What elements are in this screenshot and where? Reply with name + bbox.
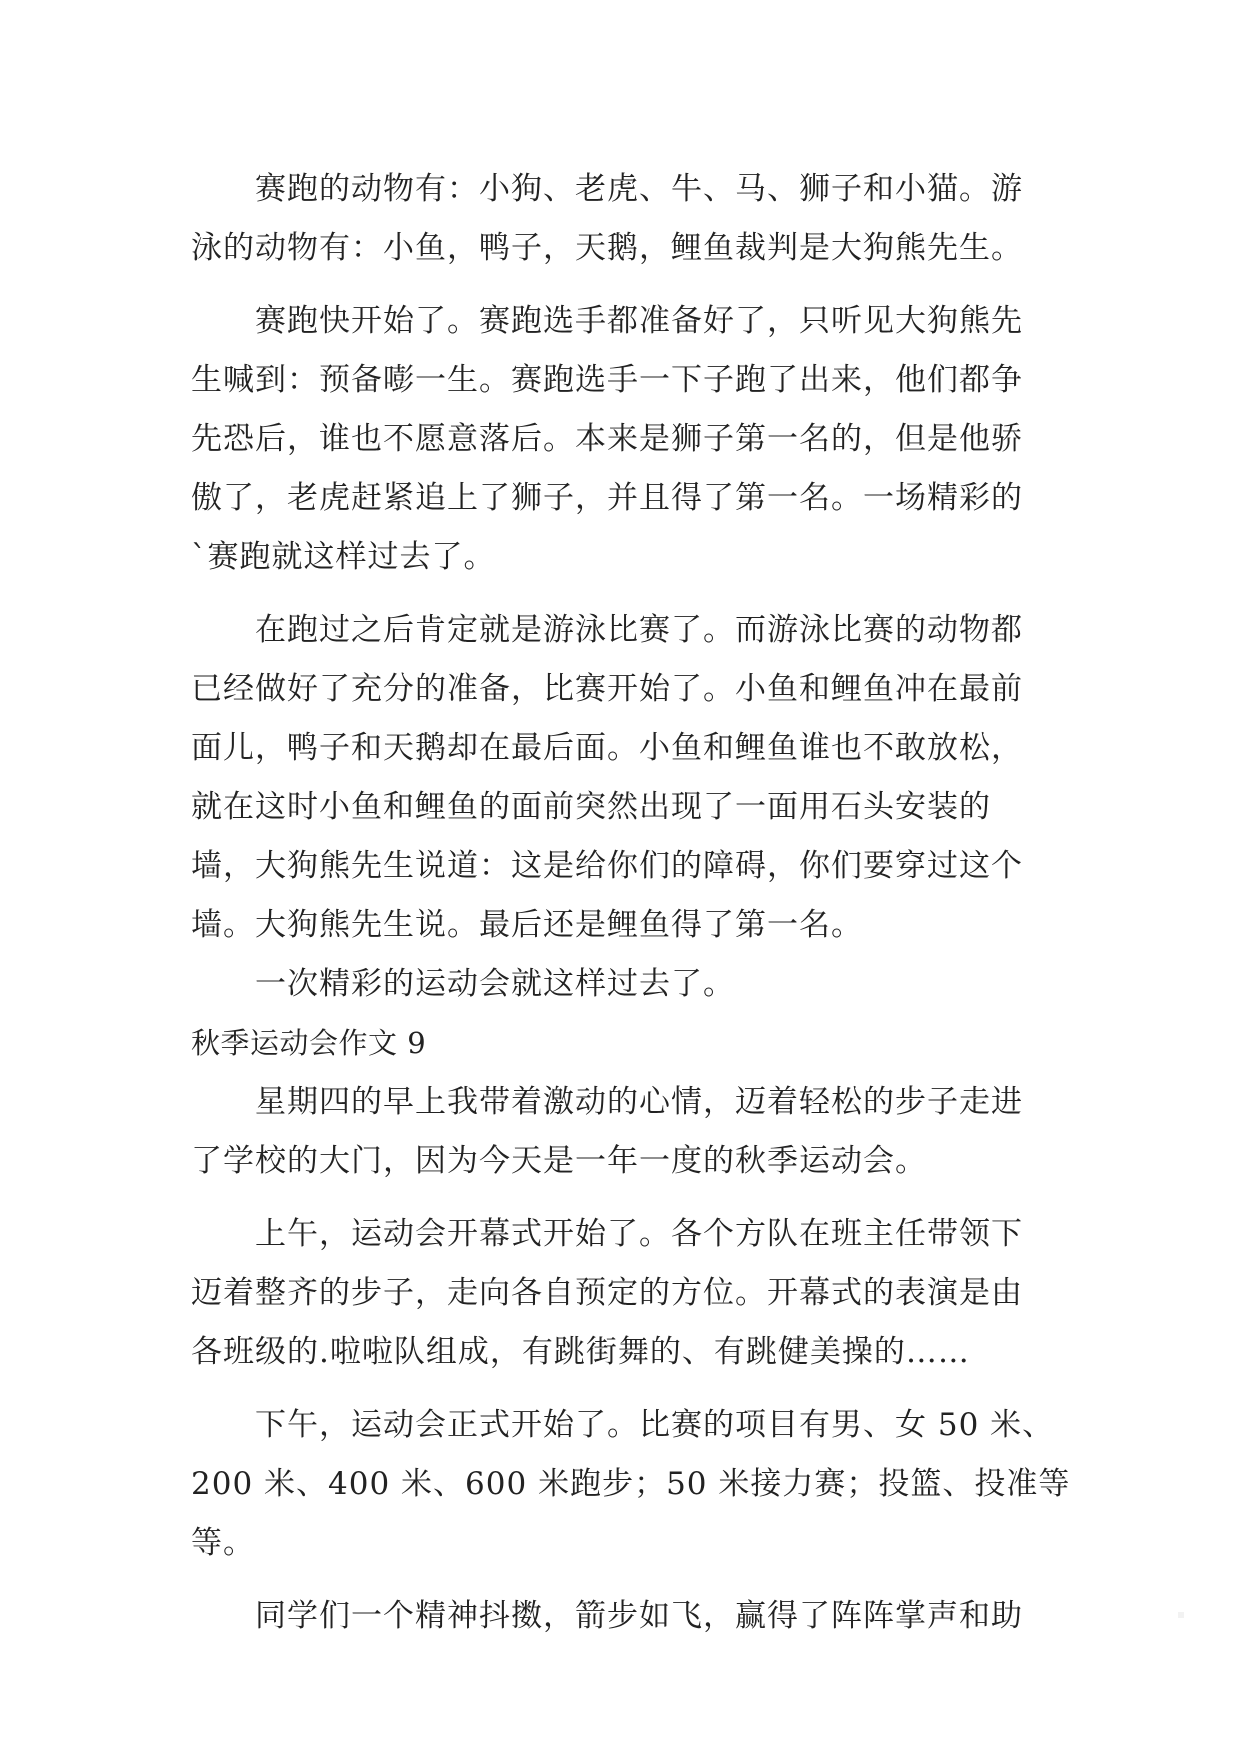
paragraph-line: 同学们一个精神抖擞，箭步如飞，赢得了阵阵掌声和助 — [255, 1598, 1023, 1634]
paragraph-line: 各班级的.啦啦队组成，有跳街舞的、有跳健美操的…… — [191, 1334, 970, 1370]
paragraph-line: 上午，运动会开幕式开始了。各个方队在班主任带领下 — [255, 1216, 1023, 1252]
document-body — [191, 160, 1071, 1646]
paragraph-line: 了学校的大门，因为今天是一年一度的秋季运动会。 — [191, 1143, 927, 1179]
paragraph-line: 就在这时小鱼和鲤鱼的面前突然出现了一面用石头安装的 — [191, 789, 991, 825]
paragraph-line: 一次精彩的运动会就这样过去了。 — [255, 966, 735, 1002]
scan-artifact — [1178, 1612, 1184, 1618]
paragraph-line: 下午，运动会正式开始了。比赛的项目有男、女 50 米、 — [255, 1407, 1055, 1443]
paragraph-line: 赛跑的动物有：小狗、老虎、牛、马、狮子和小猫。游 — [255, 171, 1023, 207]
paragraph-line: 生喊到：预备嘭一生。赛跑选手一下子跑了出来，他们都争 — [191, 362, 1023, 398]
paragraph-line: 面儿，鸭子和天鹅却在最后面。小鱼和鲤鱼谁也不敢放松， — [191, 730, 1023, 766]
section-heading: 秋季运动会作文 9 — [191, 1026, 427, 1060]
paragraph-line: 泳的动物有：小鱼，鸭子，天鹅，鲤鱼裁判是大狗熊先生。 — [191, 230, 1023, 266]
paragraph-line: 等。 — [191, 1525, 255, 1561]
paragraph-line: 傲了，老虎赶紧追上了狮子，并且得了第一名。一场精彩的 — [191, 480, 1023, 516]
paragraph-line: `赛跑就这样过去了。 — [191, 539, 496, 575]
paragraph-line: 赛跑快开始了。赛跑选手都准备好了，只听见大狗熊先 — [255, 303, 1023, 339]
paragraph-line: 星期四的早上我带着激动的心情，迈着轻松的步子走进 — [255, 1084, 1023, 1120]
paragraph-line: 200 米、400 米、600 米跑步；50 米接力赛；投篮、投准等 — [191, 1466, 1071, 1502]
paragraph-line: 在跑过之后肯定就是游泳比赛了。而游泳比赛的动物都 — [255, 612, 1023, 648]
paragraph-line: 墙，大狗熊先生说道：这是给你们的障碍，你们要穿过这个 — [191, 848, 1023, 884]
paragraph-line: 迈着整齐的步子，走向各自预定的方位。开幕式的表演是由 — [191, 1275, 1023, 1311]
paragraph-line: 已经做好了充分的准备，比赛开始了。小鱼和鲤鱼冲在最前 — [191, 671, 1023, 707]
paragraph-line: 墙。大狗熊先生说。最后还是鲤鱼得了第一名。 — [191, 907, 863, 943]
paragraph-line: 先恐后，谁也不愿意落后。本来是狮子第一名的，但是他骄 — [191, 421, 1023, 457]
